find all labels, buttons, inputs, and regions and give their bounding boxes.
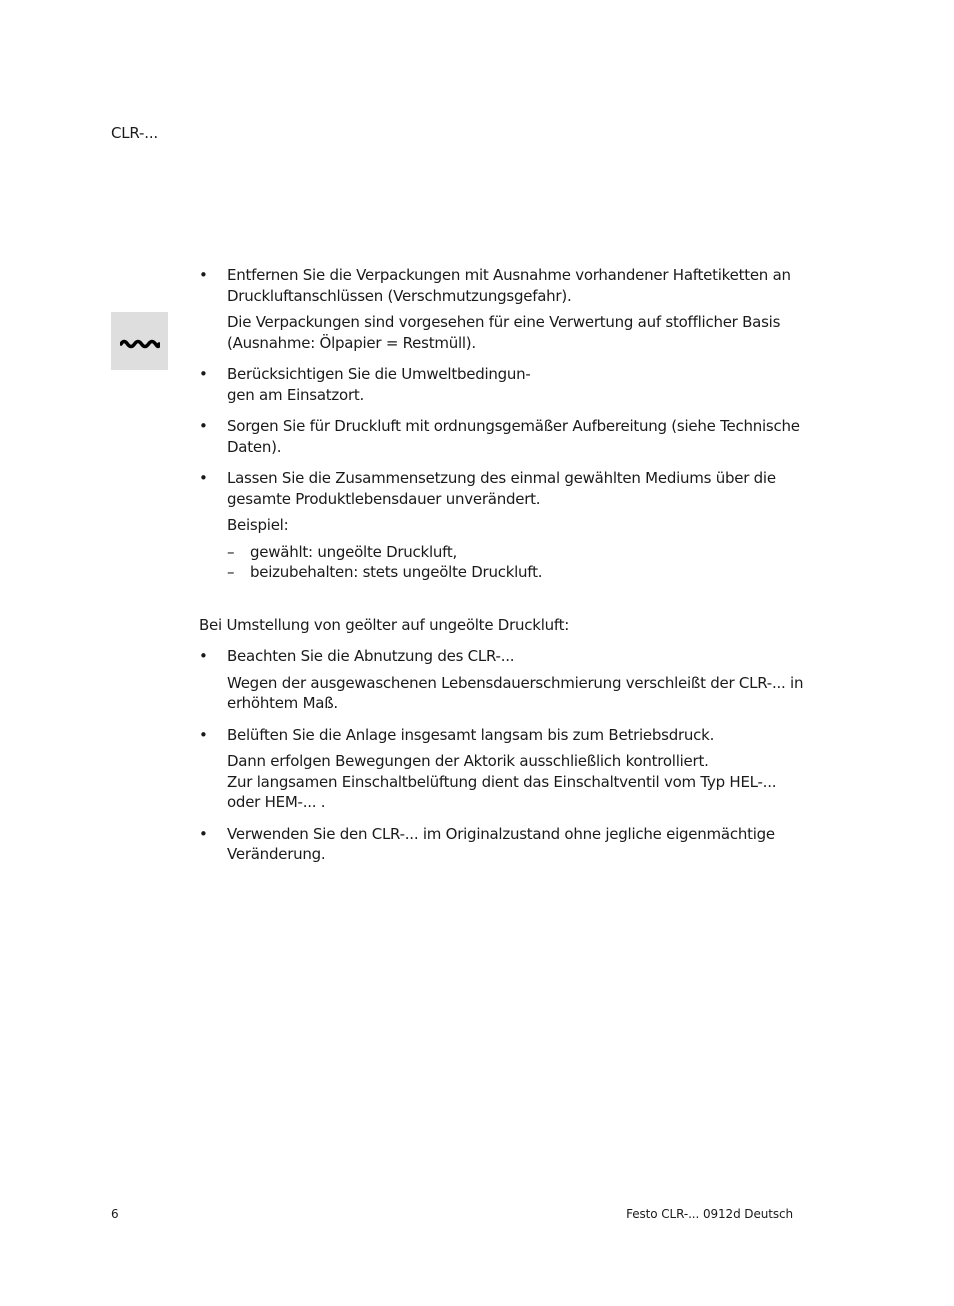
page-number: 6	[111, 1207, 119, 1221]
bullet-marker: •	[199, 824, 208, 843]
instruction-text: Berücksichtigen Sie die Umweltbedingun-	[227, 365, 531, 383]
document-id: Festo CLR-... 0912d Deutsch	[626, 1207, 793, 1221]
instruction-text-continued: gen am Einsatzort.	[227, 385, 365, 404]
instruction-text: Beachten Sie die Abnutzung des CLR-...	[227, 647, 515, 665]
bullet-marker: •	[199, 469, 208, 487]
bullet-marker: •	[199, 417, 208, 435]
note-text: Zur langsamen Einschaltbelüftung dient das Einschaltventil vom Typ HEL-... oder HEM-... .	[227, 772, 777, 811]
instruction-text: Belüften Sie die Anlage insgesamt langsam bis zum Betriebsdruck.	[227, 725, 715, 744]
page-header: CLR-...	[111, 124, 158, 142]
instruction-text: Lassen Sie die Zusammensetzung des einmal gewählten Mediums über die gesamte Produktlebensdauer unverändert.	[227, 469, 776, 508]
bullet-marker: •	[199, 647, 208, 665]
example-item	[227, 562, 804, 583]
list-item	[199, 416, 804, 457]
instruction-text: Entfernen Sie die Verpackungen mit Ausnahme vorhandener Haftetiketten an Druckluftanschlüssen (Verschmutzungsgefahr).	[227, 266, 791, 305]
bullet-marker: •	[199, 725, 208, 744]
instruction-text: Sorgen Sie für Druckluft mit ordnungsgemäßer Aufbereitung (siehe Technische Daten).	[227, 417, 800, 456]
note-text: Beispiel:	[227, 516, 289, 534]
dash-marker: –	[227, 542, 235, 561]
list-item	[199, 646, 804, 714]
list-item	[199, 468, 804, 583]
example-list	[227, 542, 804, 583]
bullet-marker: •	[199, 266, 208, 284]
bullet-marker: •	[199, 365, 208, 383]
note-text: Die Verpackungen sind vorgesehen für eine Verwertung auf stofflicher Basis (Ausnahme: Ölpapier = Restmüll).	[227, 313, 781, 352]
example-text: beizubehalten: stets ungeölte Druckluft.	[250, 563, 543, 581]
example-text: gewählt: ungeölte Druckluft,	[250, 542, 458, 561]
environment-wave-icon	[111, 312, 168, 370]
list-item	[199, 725, 804, 813]
dash-marker: –	[227, 563, 235, 581]
list-item	[199, 824, 804, 865]
example-item	[227, 542, 804, 563]
list-item	[199, 265, 804, 353]
section-intro: Bei Umstellung von geölter auf ungeölte Druckluft:	[199, 615, 570, 634]
instruction-text: Verwenden Sie den CLR-... im Originalzustand ohne jegliche eigenmächtige Veränderung.	[227, 824, 775, 863]
wave-icon	[120, 338, 160, 350]
note-text: Dann erfolgen Bewegungen der Aktorik ausschließlich kontrolliert.	[227, 752, 709, 770]
main-content	[199, 265, 804, 876]
note-text: Wegen der ausgewaschenen Lebensdauerschmierung verschleißt der CLR-... in erhöhtem Maß.	[227, 673, 804, 712]
list-item	[199, 364, 804, 405]
